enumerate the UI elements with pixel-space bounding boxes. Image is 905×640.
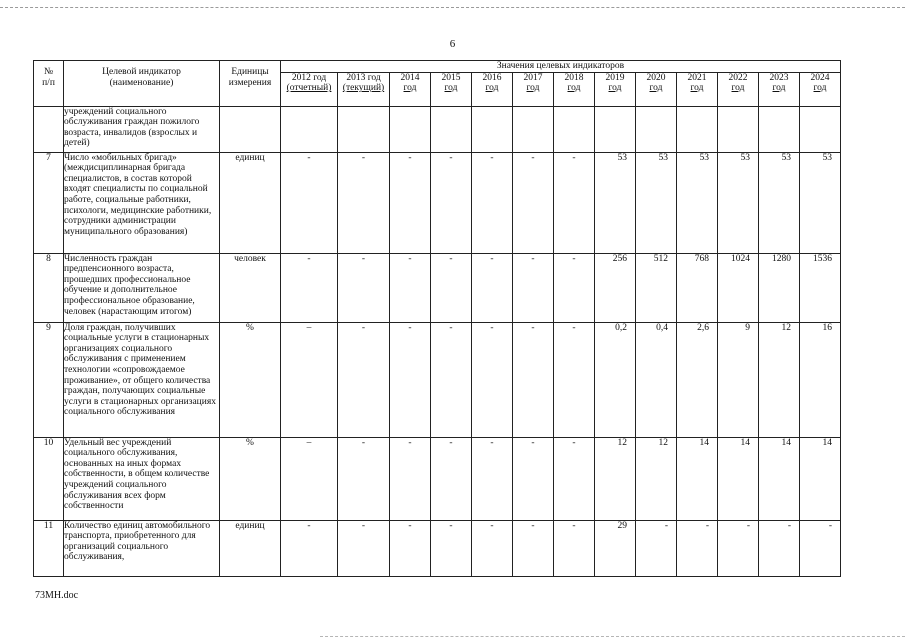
indicators-table [33,60,841,577]
table-row [34,437,841,520]
indicator-name: учреждений социального обслуживания граждан пожилого возраста, инвалидов (взрослых и детей) [64,106,220,152]
header-row-top [34,61,841,73]
value-cell: - [759,520,800,576]
value-cell: - [554,253,595,322]
value-cell [554,106,595,152]
value-cell: 14 [677,437,718,520]
row-number: 11 [34,520,64,576]
value-cell: - [431,520,472,576]
year-sublabel: (текущий) [342,83,385,94]
value-cell: 53 [595,152,636,253]
value-cell: - [636,520,677,576]
value-cell: - [390,322,431,437]
year-sublabel: год [649,83,663,94]
year-sublabel: год [731,83,745,94]
value-cell: – [281,437,338,520]
table-row [34,152,841,253]
value-cell: - [390,437,431,520]
col-header-unit: Единицы измерения [220,61,281,107]
col-header-indicator: Целевой индикатор (наименование) [64,61,220,107]
row-number: 7 [34,152,64,253]
value-cell: - [338,152,390,253]
value-cell: - [338,322,390,437]
value-cell: 14 [718,437,759,520]
scan-edge-top [0,7,905,8]
year-header-6 [554,72,595,106]
value-cell: 12 [759,322,800,437]
year-header-11 [759,72,800,106]
indicator-unit [220,106,281,152]
value-cell: - [390,253,431,322]
value-cell: - [281,253,338,322]
indicator-unit: единиц [220,152,281,253]
year-sublabel: год [608,83,622,94]
year-header-10 [718,72,759,106]
value-cell: 53 [800,152,841,253]
year-header-5 [513,72,554,106]
value-cell [759,106,800,152]
value-cell [800,106,841,152]
value-cell: - [513,152,554,253]
year-sublabel: год [444,83,458,94]
value-cell: 14 [759,437,800,520]
value-cell: - [390,520,431,576]
value-cell: 1280 [759,253,800,322]
value-cell [281,106,338,152]
year-label: 2013 год [346,72,381,83]
table-body [34,106,841,576]
value-cell: 512 [636,253,677,322]
value-cell: - [554,520,595,576]
value-cell: 1536 [800,253,841,322]
year-sublabel: год [813,83,827,94]
year-label: 2015 [441,72,461,83]
year-sublabel: год [690,83,704,94]
value-cell: - [338,253,390,322]
value-cell: 0,4 [636,322,677,437]
value-cell: 16 [800,322,841,437]
year-label: 2021 [687,72,707,83]
value-cell: - [431,152,472,253]
value-cell: - [281,152,338,253]
year-label: 2023 [769,72,789,83]
year-sublabel: год [772,83,786,94]
year-sublabel: (отчетный) [286,83,332,94]
indicator-name: Число «мобильных бригад» (междисциплинарная бригада специалистов, в состав которой входят специалисты по социальной работе, социальные работники, психологи, медицинские работники, сотрудники администрации муниципального образования) [64,152,220,253]
value-cell: - [472,437,513,520]
value-cell: - [513,253,554,322]
year-sublabel: год [485,83,499,94]
indicator-name: Численность граждан предпенсионного возраста, прошедших профессиональное обучение и дополнительное профессиональное образование, человек (нарастающим итогом) [64,253,220,322]
value-cell: - [718,520,759,576]
value-cell: - [554,437,595,520]
page-number: 6 [449,38,456,50]
value-cell [513,106,554,152]
value-cell: - [513,322,554,437]
table-row [34,322,841,437]
year-header-4 [472,72,513,106]
year-label: 2020 [646,72,666,83]
year-sublabel: год [403,83,417,94]
value-cell [636,106,677,152]
value-cell: - [472,322,513,437]
year-header-1 [338,72,390,106]
year-header-8 [636,72,677,106]
value-cell: 53 [677,152,718,253]
value-cell: - [677,520,718,576]
year-label: 2024 [810,72,830,83]
indicator-unit: единиц [220,520,281,576]
year-label: 2019 [605,72,625,83]
indicator-unit: % [220,437,281,520]
value-cell: 2,6 [677,322,718,437]
value-cell: 0,2 [595,322,636,437]
value-cell: - [431,322,472,437]
col-header-num: № п/п [34,61,64,107]
year-label: 2022 [728,72,748,83]
value-cell: - [554,322,595,437]
value-cell: 1024 [718,253,759,322]
year-label: 2016 [482,72,502,83]
value-cell [338,106,390,152]
value-cell: 53 [718,152,759,253]
value-cell: - [390,152,431,253]
col-header-values: Значения целевых индикаторов [281,61,841,73]
value-cell: 768 [677,253,718,322]
year-header-7 [595,72,636,106]
year-header-2 [390,72,431,106]
value-cell: - [472,253,513,322]
value-cell [718,106,759,152]
value-cell: - [513,520,554,576]
value-cell [595,106,636,152]
value-cell: - [472,152,513,253]
table-row [34,253,841,322]
value-cell: - [472,520,513,576]
value-cell: - [431,437,472,520]
value-cell: 14 [800,437,841,520]
value-cell: 12 [636,437,677,520]
value-cell: – [281,322,338,437]
year-label: 2017 [523,72,543,83]
indicator-unit: % [220,322,281,437]
year-header-12 [800,72,841,106]
row-number: 8 [34,253,64,322]
year-header-0 [281,72,338,106]
year-sublabel: год [526,83,540,94]
value-cell: 9 [718,322,759,437]
scan-edge-bottom [320,636,905,637]
value-cell: - [338,520,390,576]
value-cell: 53 [636,152,677,253]
table-row [34,520,841,576]
indicator-name: Количество единиц автомобильного транспорта, приобретенного для организаций социального обслуживания, [64,520,220,576]
row-number: 9 [34,322,64,437]
value-cell: - [431,253,472,322]
value-cell: - [338,437,390,520]
row-number [34,106,64,152]
value-cell: 256 [595,253,636,322]
year-label: 2012 год [291,72,327,83]
year-sublabel: год [567,83,581,94]
year-label: 2018 [564,72,584,83]
indicator-name: Доля граждан, получивших социальные услуги в стационарных организациях социального обслуживания с применением технологии «сопровождаемое проживание», от общего количества граждан, получающих социальные услуги в стационарных организациях социального обслуживания [64,322,220,437]
value-cell [472,106,513,152]
row-number: 10 [34,437,64,520]
footer-filename: 73МН.doc [35,590,79,601]
year-label: 2014 [400,72,420,83]
value-cell: - [513,437,554,520]
year-header-9 [677,72,718,106]
table-row [34,106,841,152]
value-cell [677,106,718,152]
value-cell [390,106,431,152]
year-header-3 [431,72,472,106]
value-cell: 29 [595,520,636,576]
value-cell: 53 [759,152,800,253]
value-cell: - [800,520,841,576]
value-cell: - [281,520,338,576]
indicator-name: Удельный вес учреждений социального обслуживания, основанных на иных формах собственности, в общем количестве учреждений социального обслуживания всех форм собственности [64,437,220,520]
value-cell: - [554,152,595,253]
value-cell [431,106,472,152]
value-cell: 12 [595,437,636,520]
indicator-unit: человек [220,253,281,322]
